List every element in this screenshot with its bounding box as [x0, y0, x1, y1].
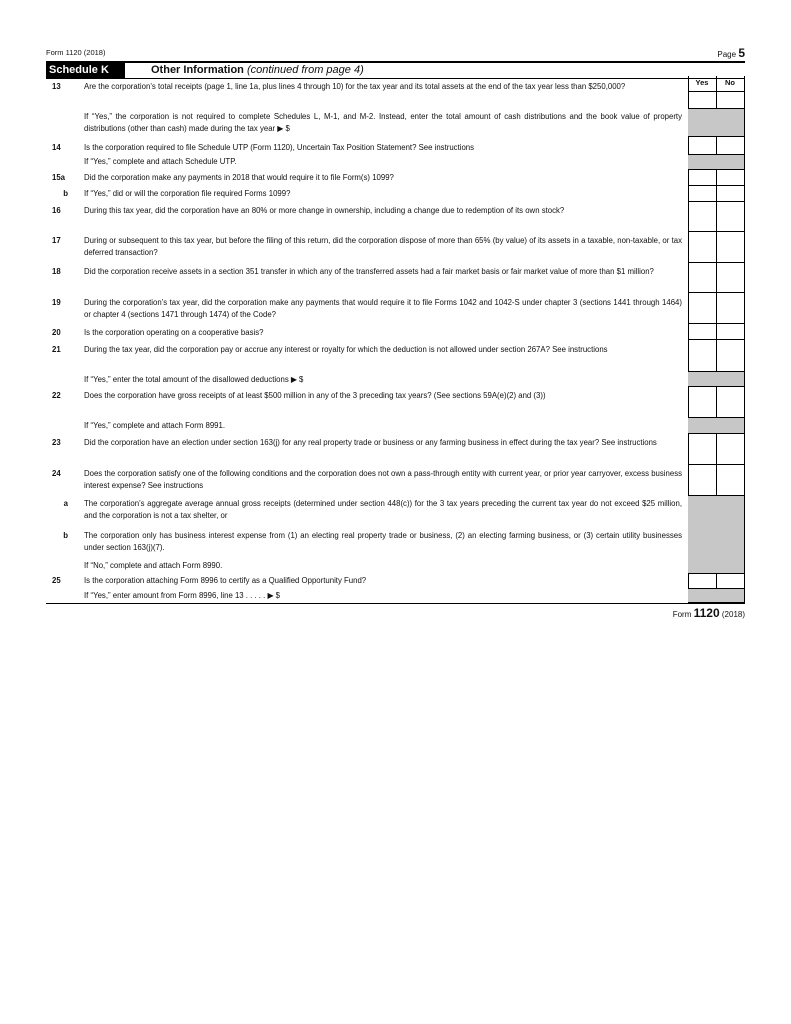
schedule-tag: Schedule K: [46, 63, 125, 78]
no-checkbox-cell[interactable]: [716, 137, 744, 155]
form-identifier: Form 1120 (2018): [46, 48, 106, 57]
shaded-cell: [716, 372, 744, 387]
question-row-14: 14 Is the corporation required to file Schedule UTP (Form 1120), Uncertain Tax Position Statement? See instructions: [46, 142, 745, 154]
question-text: Did the corporation make any payments in 2018 that would require it to file Form(s) 1099?: [84, 173, 394, 182]
shaded-cell: [716, 418, 744, 434]
shaded-cell: [716, 155, 744, 170]
question-row-13: 13 Are the corporation’s total receipts (page 1, line 1a, plus lines 4 through 10) for the tax year and its total assets at the end of the tax year less than $250,000?: [46, 81, 745, 105]
no-column-header: No: [716, 76, 744, 92]
yes-checkbox-cell[interactable]: [688, 574, 716, 589]
question-text: If “Yes,” enter amount from Form 8996, line 13 . . . . . ▶ $: [84, 591, 280, 600]
question-row-15a: 15a Did the corporation make any payments in 2018 that would require it to file Form(s) 1099?: [46, 172, 745, 184]
question-row-24-note: [46, 560, 745, 572]
page-footer: Form 1120 (2018): [672, 606, 745, 620]
question-text: If “Yes,” did or will the corporation file required Forms 1099?: [84, 189, 291, 198]
question-text: During the tax year, did the corporation pay or accrue any interest or royalty for which the deduction is not allowed under section 267A? See instructions: [84, 345, 608, 354]
question-text: During this tax year, did the corporation have an 80% or more change in ownership, including a change due to redemption of its own stock?: [84, 206, 565, 215]
schedule-title: Other Information (continued from page 4): [151, 64, 364, 76]
question-row-19: 19 During the corporation’s tax year, did the corporation make any payments that would require it to file Forms 1042 and 1042-S under chapter 3 (sections 1441 through 1464) or chapter 4 (sections 1471 through 1474) of the Code?: [52, 298, 682, 319]
question-row-13-note: [46, 111, 745, 135]
yes-checkbox-cell[interactable]: [688, 170, 716, 186]
question-text: If “Yes,” complete and attach Form 8991.: [84, 421, 225, 430]
yes-checkbox-cell[interactable]: [688, 137, 716, 155]
shaded-cell: [688, 589, 716, 603]
question-text: Is the corporation required to file Schedule UTP (Form 1120), Uncertain Tax Position Statement? See instructions: [84, 143, 475, 152]
question-row-24a: a The corporation’s aggregate average annual gross receipts (determined under section 448(c)) for the 3 tax years preceding the current tax year do not exceed $25 million, and the corporation is not a tax shelter, or: [63, 499, 682, 520]
no-checkbox-cell[interactable]: [716, 574, 744, 589]
no-checkbox-cell[interactable]: [716, 324, 744, 340]
yes-checkbox-cell[interactable]: [688, 263, 716, 293]
schedule-subtitle: (continued from page 4): [246, 64, 364, 76]
question-text: If “No,” complete and attach Form 8990.: [84, 561, 223, 570]
yes-checkbox-cell[interactable]: [688, 186, 716, 202]
question-text: The corporation only has business interest expense from (1) an electing real property trade or business, (2) an electing farming business, or (3) certain utility businesses under section 163(j)(7).: [84, 531, 682, 552]
shaded-cell: [716, 496, 744, 574]
no-checkbox-cell[interactable]: [716, 170, 744, 186]
question-text: Does the corporation satisfy one of the following conditions and the corporation does not own a pass-through entity with current year, or prior year carryover, excess business interest expense? See instructions: [84, 469, 682, 490]
no-checkbox-cell[interactable]: [716, 186, 744, 202]
yes-column-header: Yes: [688, 76, 716, 92]
question-row-22: 22 Does the corporation have gross receipts of at least $500 million in any of the 3 preceding tax years? (See sections 59A(e)(2) and (3)): [46, 390, 745, 414]
question-row-17: 17 During or subsequent to this tax year, but before the filing of this return, did the corporation dispose of more than 65% (by value) of its assets in a taxable, non-taxable, or tax deferred transaction?: [52, 236, 682, 257]
question-row-20: 20 Is the corporation operating on a cooperative basis?: [46, 327, 745, 339]
question-row-21: 21 During the tax year, did the corporation pay or accrue any interest or royalty for which the deduction is not allowed under section 267A? See instructions: [46, 344, 745, 368]
question-row-21-note: [46, 374, 745, 386]
shaded-cell: [716, 109, 744, 137]
question-row-22-note: [46, 420, 745, 432]
no-checkbox-cell[interactable]: [716, 232, 744, 263]
no-checkbox-cell[interactable]: [716, 465, 744, 496]
question-row-25-note: [46, 590, 745, 602]
yes-checkbox-cell[interactable]: [688, 202, 716, 232]
yes-checkbox-cell[interactable]: [688, 434, 716, 465]
shaded-cell: [688, 372, 716, 387]
yes-checkbox-cell[interactable]: [688, 324, 716, 340]
question-row-18: 18 Did the corporation receive assets in a section 351 transfer in which any of the transferred assets had a fair market basis or fair market value of more than $1 million?: [46, 266, 745, 290]
question-row-25: 25 Is the corporation attaching Form 8996 to certify as a Qualified Opportunity Fund?: [46, 575, 745, 587]
no-checkbox-cell[interactable]: [716, 202, 744, 232]
shaded-cell: [688, 109, 716, 137]
question-text: During the corporation’s tax year, did the corporation make any payments that would require it to file Forms 1042 and 1042-S under chapter 3 (sections 1441 through 1464) or chapter 4 (sections 1471 through 1474) of the Code?: [84, 298, 682, 319]
page-number: Page 5: [717, 46, 745, 60]
question-row-16: 16 During this tax year, did the corporation have an 80% or more change in ownership, including a change due to redemption of its own stock?: [46, 205, 745, 229]
yes-checkbox-cell[interactable]: [688, 465, 716, 496]
question-text: The corporation’s aggregate average annual gross receipts (determined under section 448(c)) for the 3 tax years preceding the current tax year do not exceed $25 million, and the corporation is not a tax shelter, or: [84, 499, 682, 520]
shaded-cell: [688, 496, 716, 574]
question-row-23: 23 Did the corporation have an election under section 163(j) for any real property trade or business or any farming business in effect during the tax year? See instructions: [46, 437, 745, 461]
yes-checkbox-cell[interactable]: [688, 340, 716, 372]
bottom-rule: [46, 603, 745, 604]
yes-checkbox-cell[interactable]: [688, 293, 716, 324]
page-header: [46, 46, 745, 60]
question-row-24b: b The corporation only has business interest expense from (1) an electing real property trade or business, (2) an electing farming business, or (3) certain utility businesses under section 163(j)(7).: [63, 531, 682, 552]
no-checkbox-cell[interactable]: [716, 293, 744, 324]
question-text: Did the corporation have an election under section 163(j) for any real property trade or business or any farming business in effect during the tax year? See instructions: [84, 438, 657, 447]
no-checkbox-cell[interactable]: [716, 340, 744, 372]
question-text: If “Yes,” enter the total amount of the disallowed deductions ▶ $: [84, 375, 304, 384]
yes-checkbox-cell[interactable]: [688, 387, 716, 418]
question-text: During or subsequent to this tax year, but before the filing of this return, did the corporation dispose of more than 65% (by value) of its assets in a taxable, non-taxable, or tax deferred transaction?: [84, 236, 682, 257]
question-row-24: 24 Does the corporation satisfy one of the following conditions and the corporation does not own a pass-through entity with current year, or prior year carryover, excess business interest expense? See instructions: [52, 469, 682, 490]
question-text: Did the corporation receive assets in a section 351 transfer in which any of the transferred assets had a fair market basis or fair market value of more than $1 million?: [84, 267, 654, 276]
no-checkbox-cell[interactable]: [716, 263, 744, 293]
question-row-14-note: [46, 156, 745, 168]
question-text: Is the corporation attaching Form 8996 to certify as a Qualified Opportunity Fund?: [84, 576, 367, 585]
no-checkbox-cell[interactable]: [716, 434, 744, 465]
yes-checkbox-cell[interactable]: [688, 232, 716, 263]
question-text: If “Yes,” complete and attach Schedule UTP.: [84, 157, 237, 166]
shaded-cell: [688, 155, 716, 170]
shaded-cell: [716, 589, 744, 603]
question-text: Are the corporation’s total receipts (page 1, line 1a, plus lines 4 through 10) for the tax year and its total assets at the end of the tax year less than $250,000?: [84, 82, 626, 91]
shaded-cell: [688, 418, 716, 434]
schedule-header: [46, 61, 745, 79]
yes-checkbox-cell[interactable]: [688, 92, 716, 109]
no-checkbox-cell[interactable]: [716, 387, 744, 418]
no-checkbox-cell[interactable]: [716, 92, 744, 109]
question-text: If “Yes,” the corporation is not required to complete Schedules L, M-1, and M-2. Instead, enter the total amount of cash distributions and the book value of property distributions (other than cash) made during the tax year ▶ $: [84, 112, 682, 133]
question-text: Is the corporation operating on a cooperative basis?: [84, 328, 264, 337]
question-text: Does the corporation have gross receipts of at least $500 million in any of the 3 preceding tax years? (See sections 59A(e)(2) and (3)): [84, 391, 546, 400]
question-row-15b: b If “Yes,” did or will the corporation file required Forms 1099?: [46, 188, 745, 200]
